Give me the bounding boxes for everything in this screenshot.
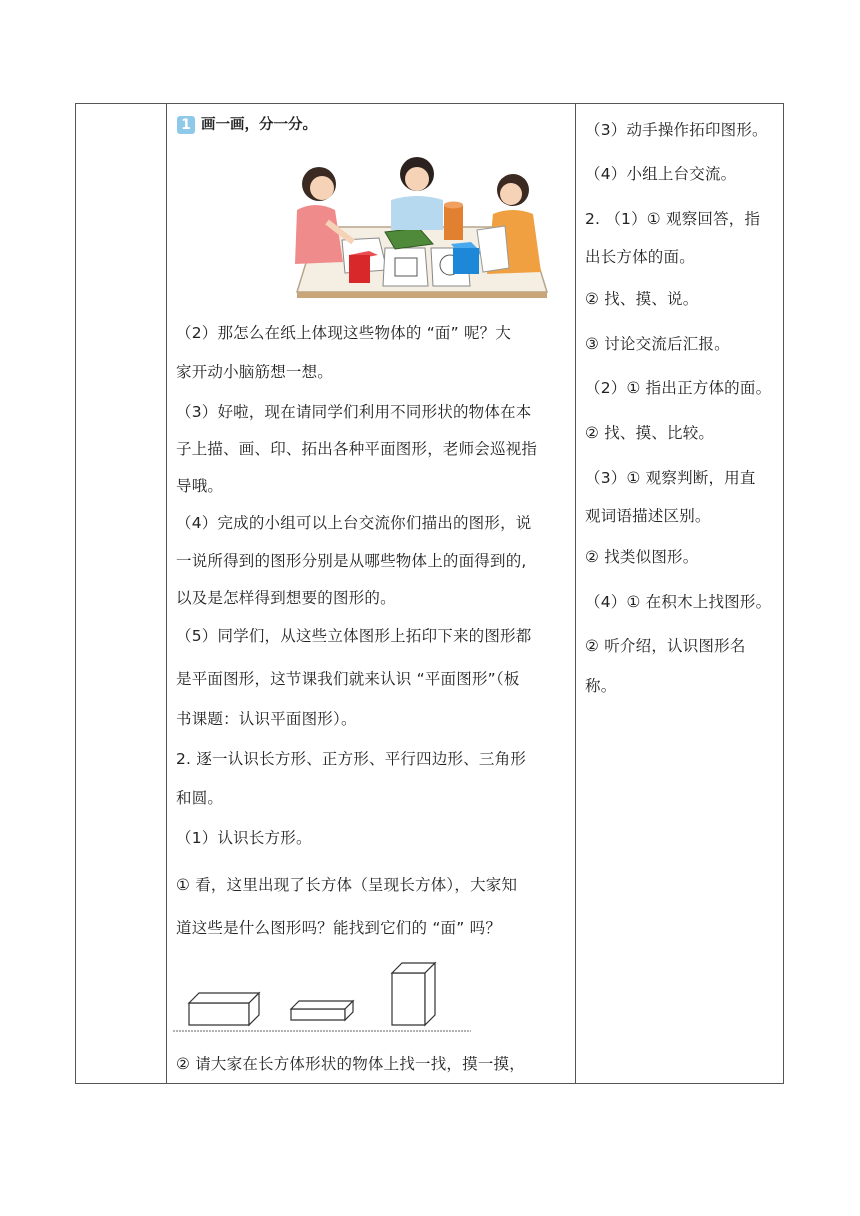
cuboid-figures	[173, 956, 473, 1034]
cuboid-2	[291, 1001, 353, 1020]
text-line: （2）那怎么在纸上体现这些物体的 “面” 呢？大	[176, 324, 512, 342]
text-line: 和圆。	[176, 789, 224, 807]
text-line: （3）好啦，现在请同学们利用不同形状的物体在本	[176, 403, 532, 421]
paper-center	[383, 248, 428, 286]
column-divider-right	[575, 104, 576, 1083]
text-line: 家开动小脑筋想一想。	[176, 363, 334, 381]
text-line: ① 看，这里出现了长方体（呈现长方体），大家知	[176, 876, 518, 894]
orange-cylinder-top	[444, 202, 463, 209]
text-line: 子上描、画、印、拓出各种平面图形，老师会巡视指	[176, 440, 538, 458]
text-line: 导哦。	[176, 477, 224, 495]
text-line: 2. 逐一认识长方形、正方形、平行四边形、三角形	[176, 750, 527, 768]
text-line: （4）① 在积木上找图形。	[585, 593, 772, 611]
column-divider-left	[166, 104, 167, 1083]
lesson-table	[75, 103, 784, 1084]
text-line: ② 找、摸、说。	[585, 290, 699, 308]
cuboid-3	[392, 963, 435, 1025]
classroom-illustration	[287, 152, 557, 300]
text-line: 出长方体的面。	[585, 248, 695, 266]
table-edge	[297, 292, 547, 298]
text-line: ② 听介绍，认识图形名	[585, 637, 746, 655]
red-block	[349, 255, 370, 283]
text-line: （2）① 指出正方体的面。	[585, 379, 772, 397]
text-line: （3）动手操作拓印图形。	[585, 121, 768, 139]
text-line: （4）完成的小组可以上台交流你们描出的图形，说	[176, 514, 532, 532]
text-line: ③ 讨论交流后汇报。	[585, 335, 730, 353]
text-line: 一说所得到的图形分别是从哪些物体上的面得到的,	[176, 552, 527, 570]
girl-left-face	[310, 176, 334, 200]
text-line: 以及是怎样得到想要的图形的。	[176, 589, 396, 607]
text-line: 是平面图形，这节课我们就来认识 “平面图形”（板	[176, 670, 520, 688]
paper-held	[477, 226, 509, 272]
text-line: 道这些是什么图形吗？能找到它们的 “面” 吗？	[176, 919, 502, 937]
text-line: 观词语描述区别。	[585, 507, 711, 525]
text-line: （1）认识长方形。	[176, 829, 312, 847]
orange-cylinder	[444, 205, 463, 240]
text-line: （5）同学们，从这些立体图形上拓印下来的图形都	[176, 627, 532, 645]
girl-right-face	[500, 183, 522, 205]
blue-block	[453, 248, 479, 274]
text-line: （4）小组上台交流。	[585, 165, 737, 183]
boy-face	[405, 167, 429, 191]
cuboid-1	[189, 993, 259, 1025]
girl-left-body	[295, 205, 343, 264]
teacher-activity-column	[169, 104, 575, 1083]
text-line: 称。	[585, 677, 617, 695]
exercise-number-badge: 1	[177, 116, 195, 134]
boy-body	[391, 196, 443, 230]
student-activity-column	[579, 104, 784, 1083]
text-line: ② 请大家在长方体形状的物体上找一找，摸一摸，	[176, 1055, 525, 1073]
text-line: ② 找类似图形。	[585, 548, 699, 566]
text-line: 书课题：认识平面图形）。	[176, 710, 357, 728]
text-line: 2. （1）① 观察回答，指	[585, 210, 761, 228]
exercise-heading: 画一画，分一分。	[201, 117, 317, 133]
text-line: ② 找、摸、比较。	[585, 424, 715, 442]
text-line: （3）① 观察判断，用直	[585, 469, 756, 487]
